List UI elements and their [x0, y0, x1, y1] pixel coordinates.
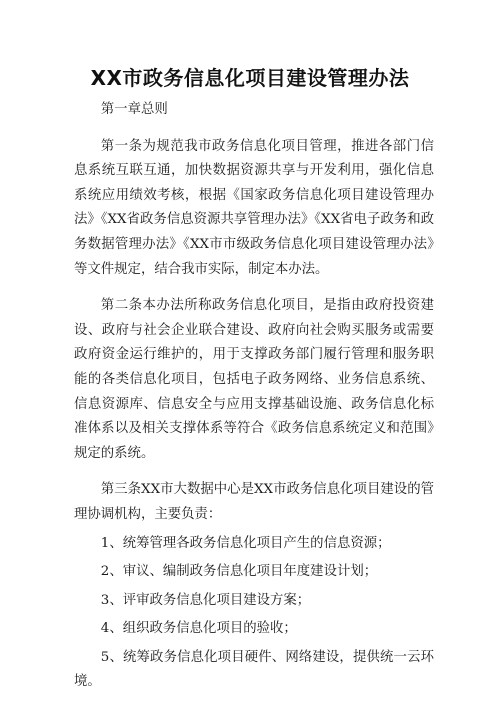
- article-2-paragraph: 第二条本办法所称政务信息化项目，是指由政府投资建设、政府与社会企业联合建设、政府向社会购买服务或需要政府资金运行维护的，用于支撑政务部门履行管理和服务职能的各类信息化项目，包括电子政务网络、业务信息系统、信息资源库、信息安全与应用支撑基础设施、政务信息化标准体系以及相关支撑体系等符合《政务信息系统定义和范围》规定的系统。: [74, 298, 434, 461]
- document-body: [74, 98, 434, 695]
- article-1-paragraph: 第一条为规范我市政务信息化项目管理，推进各部门信息系统互联互通，加快数据资源共享与开发利用，强化信息系统应用绩效考核，根据《国家政务信息化项目建设管理办法》《XX省政务信息资源共享管理办法》《XX省电子政务和政务数据管理办法》《XX市市级政务信息化项目建设管理办法》等文件规定，结合我市实际，制定本办法。: [74, 138, 434, 277]
- list-item: 2、审议、编制政务信息化项目年度建设计划；: [100, 564, 378, 580]
- chapter-heading: 第一章总则: [100, 102, 168, 117]
- list-item: 5、统筹政务信息化项目硬件、网络建设，提供统一云环境。: [74, 649, 434, 690]
- list-item: 3、评审政务信息化项目建设方案；: [100, 592, 311, 608]
- article-3-paragraph: 第三条XX市大数据中心是XX市政务信息化项目建设的管理协调机构，主要负责：: [74, 482, 434, 522]
- list-item: 1、统筹管理各政务信息化项目产生的信息资源；: [100, 535, 391, 551]
- document-title: XX市政务信息化项目建设管理办法: [90, 66, 410, 90]
- list-item: 4、组织政务信息化项目的验收；: [100, 621, 297, 637]
